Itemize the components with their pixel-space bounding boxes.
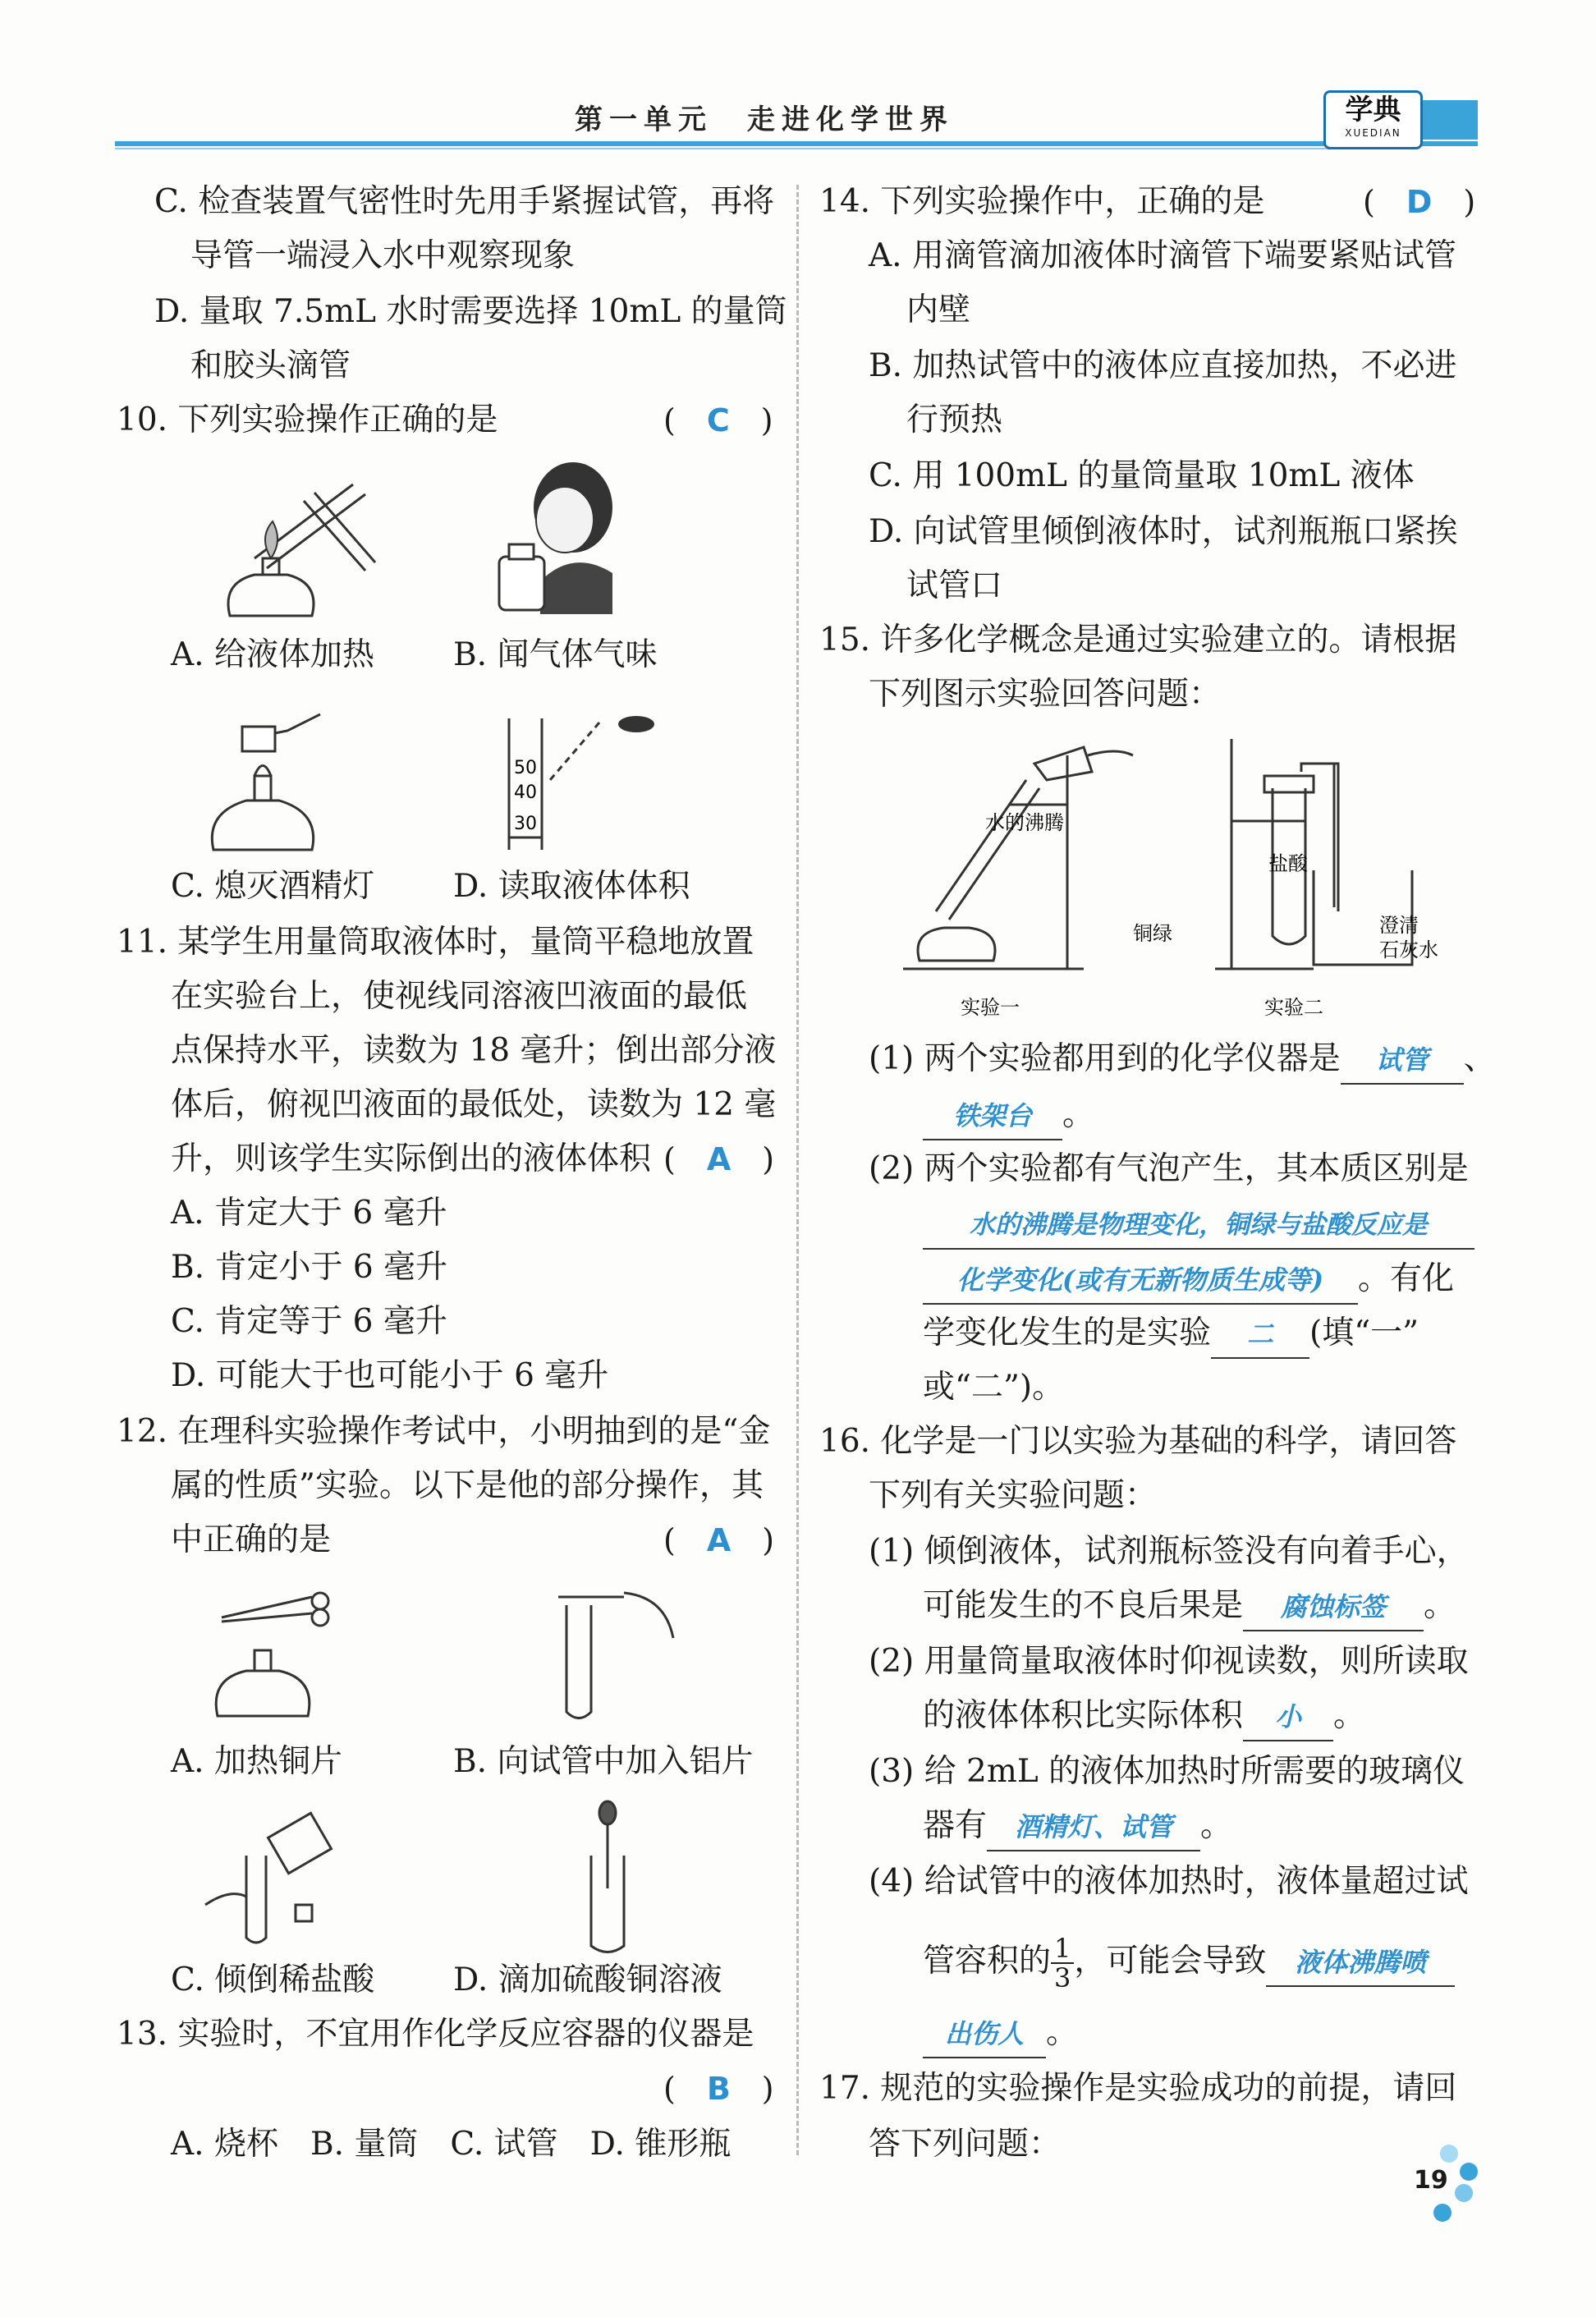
q14-option-b-line1: B. 加热试管中的液体应直接加热，不必进 <box>869 347 1457 384</box>
unit-title: 第一单元 走进化学世界 <box>575 103 954 136</box>
q16-1-answer: 腐蚀标签 <box>1243 1584 1424 1631</box>
q11-answer: ( A ) <box>663 1141 775 1177</box>
q9-option-c-line2: 导管一端浸入水中观察现象 <box>190 237 576 274</box>
q9-option-d-line2: 和胶头滴管 <box>190 347 351 384</box>
q9-option-c-line1: C. 检查装置气密性时先用手紧握试管，再将 <box>154 183 775 220</box>
q15-2-line1: (2) 两个实验都有气泡产生，其本质区别是 <box>869 1150 1469 1187</box>
q12-caption-d: D. 滴加硫酸铜溶液 <box>453 1961 722 1998</box>
q12-line1: 12. 在理科实验操作考试中，小明抽到的是“金 <box>117 1413 771 1450</box>
q15-2-line4: 学变化发生的是实验 二 (填“一” <box>923 1310 1419 1359</box>
q14-option-d-line2: 试管口 <box>906 567 1003 604</box>
label-verdigris: 铜绿 <box>1133 922 1172 945</box>
q13-stem: 13. 实验时，不宜用作化学反应容器的仪器是 <box>117 2016 754 2053</box>
q13-options: A. 烧杯 B. 量筒 C. 试管 D. 锥形瓶 <box>171 2126 732 2163</box>
q16-3-line2: 器有 酒精灯、试管 。 <box>923 1803 1232 1851</box>
q16-4-line2: 管容积的 $\frac{1}{3}$ ，可能会导致 液体沸腾喷 <box>923 1934 1455 1992</box>
figure-heat-copper <box>197 1581 337 1720</box>
q12-line2: 属的性质”实验。以下是他的部分操作，其 <box>171 1467 764 1504</box>
figure-drop-copper-sulfate <box>566 1798 649 1954</box>
q16-4-line3: 出伤人 。 <box>923 2010 1078 2058</box>
q15-2-answer-line1: 水的沸腾是物理变化，铜绿与盐酸反应是 <box>923 1202 1474 1250</box>
figure-heating-liquid <box>197 460 378 624</box>
q12-caption-b: B. 向试管中加入铝片 <box>453 1743 754 1780</box>
q11-line5: 升，则该学生实际倒出的液体体积 <box>171 1140 652 1177</box>
q15-1-line: (1) 两个实验都用到的化学仪器是 试管 、 <box>869 1036 1496 1085</box>
label-hydrochloric-acid: 盐酸 <box>1268 852 1308 875</box>
q16-4-answer-part2: 出伤人 <box>923 2011 1046 2058</box>
page-header <box>0 0 1596 164</box>
q17-line2: 答下列问题： <box>869 2126 1062 2163</box>
q11-line2: 在实验台上，使视线同溶液凹液面的最低 <box>171 978 748 1015</box>
q16-3-answer: 酒精灯、试管 <box>987 1804 1200 1851</box>
q16-1-line2: 可能发生的不良后果是 腐蚀标签 。 <box>923 1583 1456 1631</box>
q14-option-c: C. 用 100mL 的量筒量取 10mL 液体 <box>869 457 1415 494</box>
label-experiment-2: 实验二 <box>1264 996 1323 1019</box>
q16-4-line1: (4) 给试管中的液体加热时，液体量超过试 <box>869 1863 1469 1900</box>
scale-label-50: 50 <box>514 758 537 778</box>
q15-line1: 15. 许多化学概念是通过实验建立的。请根据 <box>819 622 1457 658</box>
q11-option-a: A. 肯定大于 6 毫升 <box>171 1195 447 1232</box>
q15-line2: 下列图示实验回答问题： <box>869 676 1222 713</box>
q16-2-line1: (2) 用量筒量取液体时仰视读数，则所读取 <box>869 1643 1469 1680</box>
figure-experiments <box>887 731 1478 1026</box>
decor-dot <box>1455 2184 1473 2202</box>
q15-2-line3: 化学变化(或有无新物质生成等) 。有化 <box>923 1256 1454 1305</box>
figure-smelling-gas <box>491 450 614 614</box>
q16-3-line1: (3) 给 2mL 的液体加热时所需要的玻璃仪 <box>869 1753 1465 1790</box>
q10-caption-a: A. 给液体加热 <box>171 636 374 673</box>
q12-line3: 中正确的是 <box>171 1521 332 1558</box>
label-experiment-1: 实验一 <box>961 996 1020 1019</box>
q16-2-line2: 的液体体积比实际体积 小 。 <box>923 1693 1365 1741</box>
figure-extinguish-lamp <box>197 698 345 854</box>
q12-caption-a: A. 加热铜片 <box>171 1743 342 1780</box>
q10-stem: 10. 下列实验操作正确的是 <box>117 401 498 438</box>
decor-dot <box>1433 2204 1452 2222</box>
figure-pour-acid <box>197 1806 353 1946</box>
q16-line1: 16. 化学是一门以实验为基础的科学，请回答 <box>819 1423 1457 1460</box>
eye-icon <box>618 716 654 732</box>
q11-option-d: D. 可能大于也可能小于 6 毫升 <box>171 1357 609 1394</box>
q9-option-d-line1: D. 量取 7.5mL 水时需要选择 10mL 的量筒 <box>154 293 787 330</box>
logo-bar <box>1420 100 1478 140</box>
scale-label-30: 30 <box>514 814 537 834</box>
q15-1-line2: 铁架台 。 <box>923 1092 1094 1140</box>
q11-option-b: B. 肯定小于 6 毫升 <box>171 1249 448 1286</box>
q11-line1: 11. 某学生用量筒取液体时，量筒平稳地放置 <box>117 924 754 961</box>
figure-read-volume <box>501 714 681 854</box>
q15-2-line5: 或“二”)。 <box>923 1369 1065 1406</box>
q11-option-c: C. 肯定等于 6 毫升 <box>171 1303 447 1340</box>
figure-add-aluminum <box>550 1581 690 1720</box>
label-water-boiling: 水的沸腾 <box>985 811 1064 834</box>
q14-option-b-line2: 行预热 <box>906 401 1003 438</box>
header-rule <box>115 141 1478 146</box>
page-number: 19 <box>1414 2166 1448 2195</box>
q12-answer: ( A ) <box>663 1522 775 1558</box>
q17-line1: 17. 规范的实验操作是实验成功的前提，请回 <box>819 2070 1457 2107</box>
q10-caption-d: D. 读取液体体积 <box>453 868 690 905</box>
decor-dot <box>1460 2163 1478 2181</box>
q11-line3: 点保持水平，读数为 18 毫升；倒出部分液 <box>171 1032 777 1069</box>
q14-answer: ( D ) <box>1363 184 1476 220</box>
q13-answer: ( B ) <box>663 2071 774 2107</box>
q14-stem: 14. 下列实验操作中，正确的是 <box>819 183 1265 220</box>
brand-logo: 学典 XUEDIAN <box>1323 90 1423 149</box>
q14-option-d-line1: D. 向试管里倾倒液体时，试剂瓶瓶口紧挨 <box>869 513 1458 550</box>
q14-option-a-line1: A. 用滴管滴加液体时滴管下端要紧贴试管 <box>869 237 1456 274</box>
q15-1-answer2: 铁架台 <box>923 1093 1062 1140</box>
q10-answer: ( C ) <box>663 402 773 438</box>
header-rule-thin <box>115 148 1396 149</box>
scale-label-40: 40 <box>514 782 537 803</box>
decor-dot <box>1440 2145 1458 2163</box>
q15-1-answer1: 试管 <box>1341 1037 1464 1085</box>
q10-caption-b: B. 闻气体气味 <box>453 636 658 673</box>
q16-2-answer: 小 <box>1243 1694 1333 1741</box>
fraction-one-third: $\frac{1}{3}$ <box>1051 1934 1074 1992</box>
q15-2-answer-line2: 化学变化(或有无新物质生成等) <box>923 1257 1358 1305</box>
label-limewater-1: 澄清 <box>1379 914 1419 937</box>
q16-4-answer-part1: 液体沸腾喷 <box>1266 1939 1455 1987</box>
q11-line4: 体后，俯视凹液面的最低处，读数为 12 毫 <box>171 1086 777 1123</box>
q10-caption-c: C. 熄灭酒精灯 <box>171 868 375 905</box>
label-limewater-2: 石灰水 <box>1379 938 1438 961</box>
q14-option-a-line2: 内壁 <box>906 291 971 328</box>
q15-2-answer-experiment: 二 <box>1211 1311 1309 1359</box>
column-divider <box>796 185 799 2155</box>
q16-line2: 下列有关实验问题： <box>869 1477 1158 1514</box>
q16-1-line1: (1) 倾倒液体，试剂瓶标签没有向着手心， <box>869 1533 1469 1570</box>
q12-caption-c: C. 倾倒稀盐酸 <box>171 1961 375 1998</box>
